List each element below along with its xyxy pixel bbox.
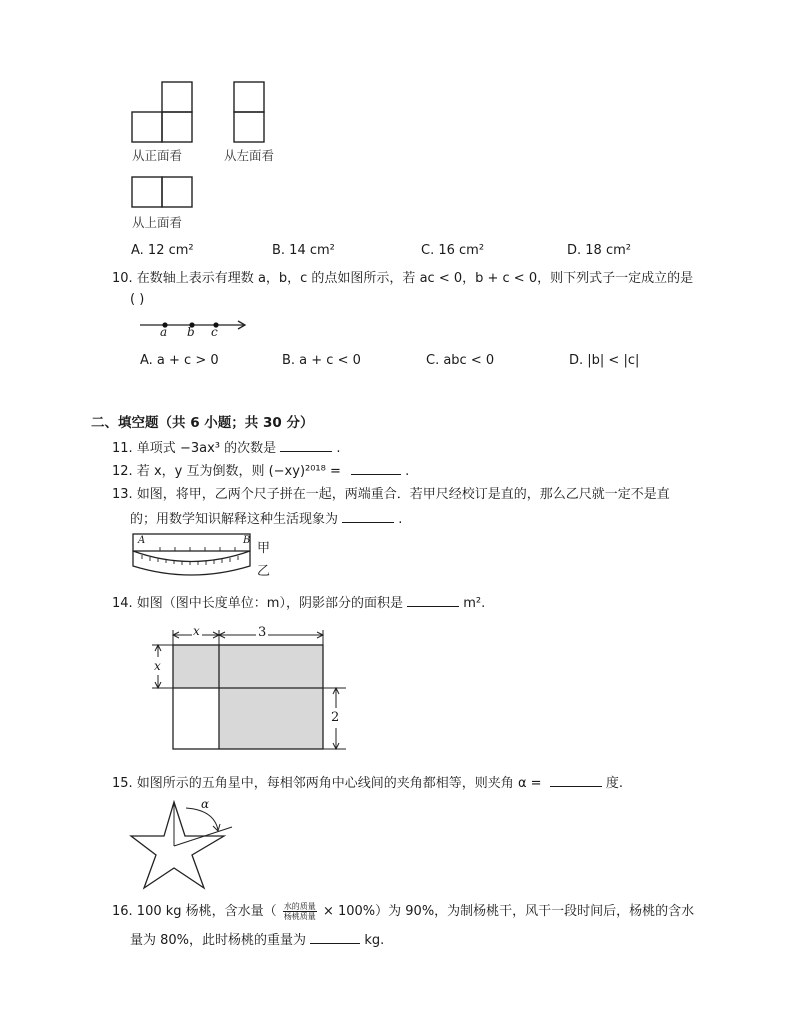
- q16-text-part2: × 100%）为 90%，为制杨桃干，风干一段时间后，杨桃的含水: [322, 904, 695, 919]
- q10-option-b: B. a + c < 0: [282, 353, 361, 368]
- q9-front-view-label: 从正面看: [132, 148, 183, 163]
- q9-option-c: C. 16 cm²: [421, 243, 485, 258]
- q15-alpha-label: α: [201, 797, 210, 811]
- q13-point-a-label: A: [138, 535, 146, 546]
- section-title-fill-in: 二、填空题（共 6 小题；共 30 分）: [91, 415, 314, 431]
- q15-question-text: 15. 如图所示的五角星中，每相邻两角中心线间的夹角都相等，则夹角 α =: [112, 776, 542, 791]
- q16-line2: [130, 930, 384, 950]
- q9-front-view-figure: [131, 80, 193, 142]
- q13-question-line1: 13. 如图，将甲，乙两个尺子拼在一起，两端重合．若甲尺经校订是直的，那么乙尺就一定不是直: [112, 487, 670, 502]
- q14-dim-x-left: x: [154, 659, 161, 673]
- q16-line1: [112, 902, 694, 921]
- q14-unit: m².: [463, 596, 486, 611]
- q11-end-mark: .: [336, 441, 341, 456]
- q10-answer-paren: ( ): [130, 292, 145, 307]
- q14-answer-blank[interactable]: [407, 593, 459, 607]
- q12-answer-blank[interactable]: [351, 461, 401, 475]
- q12-end-mark: .: [405, 464, 410, 479]
- q14-question-text: 14. 如图（图中长度单位：m），阴影部分的面积是: [112, 596, 403, 611]
- q10-question-text: 10. 在数轴上表示有理数 a，b，c 的点如图所示，若 ac < 0，b + c < 0，则下列式子一定成立的是: [112, 271, 694, 286]
- q16-text-part1: 16. 100 kg 杨桃，含水量（: [112, 904, 277, 919]
- q10-option-d: D. |b| < |c|: [569, 353, 640, 368]
- q13-ruler-jia-label: 甲: [257, 541, 271, 556]
- q15-answer-blank[interactable]: [550, 773, 602, 787]
- q11-answer-blank[interactable]: [280, 438, 332, 452]
- q13-line2: [130, 509, 402, 529]
- q13-point-b-label: B: [243, 535, 251, 546]
- q14-dim-x-top: x: [193, 624, 200, 638]
- q9-option-a: A. 12 cm²: [131, 243, 194, 258]
- q10-option-c: C. abc < 0: [426, 353, 495, 368]
- q14-dim-3: 3: [258, 625, 267, 640]
- q9-option-d: D. 18 cm²: [567, 243, 631, 258]
- q11-question-text: 11. 单项式 −3ax³ 的次数是: [112, 441, 277, 456]
- q12-line: [112, 461, 409, 481]
- q10-point-b-label: b: [187, 325, 195, 339]
- q14-rectangle-figure: [150, 625, 350, 755]
- q10-option-a: A. a + c > 0: [140, 353, 219, 368]
- q13-rulers-figure: [130, 532, 254, 578]
- q16-fraction-denominator: 杨桃质量: [283, 912, 316, 921]
- q16-question-line2: 量为 80%，此时杨桃的重量为: [130, 933, 307, 948]
- q9-left-view-label: 从左面看: [224, 148, 275, 163]
- q14-dim-2: 2: [331, 710, 340, 725]
- q11-line: [112, 438, 341, 458]
- q15-star-figure: [128, 796, 238, 896]
- q14-line: [112, 593, 485, 613]
- q9-top-view-figure: [131, 176, 193, 208]
- q13-question-line2: 的；用数学知识解释这种生活现象为: [130, 512, 339, 527]
- q16-unit: kg.: [364, 933, 385, 948]
- q16-fraction: [283, 902, 317, 921]
- q9-left-view-figure: [233, 80, 265, 142]
- q15-line: [112, 773, 623, 793]
- q16-fraction-numerator: 水的质量: [283, 902, 316, 911]
- q13-end-mark: .: [398, 512, 403, 527]
- q10-point-c-label: c: [211, 325, 218, 339]
- q13-ruler-yi-label: 乙: [257, 564, 271, 579]
- q15-unit: 度.: [605, 776, 623, 791]
- q16-answer-blank[interactable]: [310, 930, 360, 944]
- q12-question-text: 12. 若 x，y 互为倒数，则 (−xy)²⁰¹⁸ =: [112, 464, 341, 479]
- q13-answer-blank[interactable]: [342, 509, 394, 523]
- q9-top-view-label: 从上面看: [132, 215, 183, 230]
- q9-option-b: B. 14 cm²: [272, 243, 335, 258]
- q10-point-a-label: a: [160, 325, 168, 339]
